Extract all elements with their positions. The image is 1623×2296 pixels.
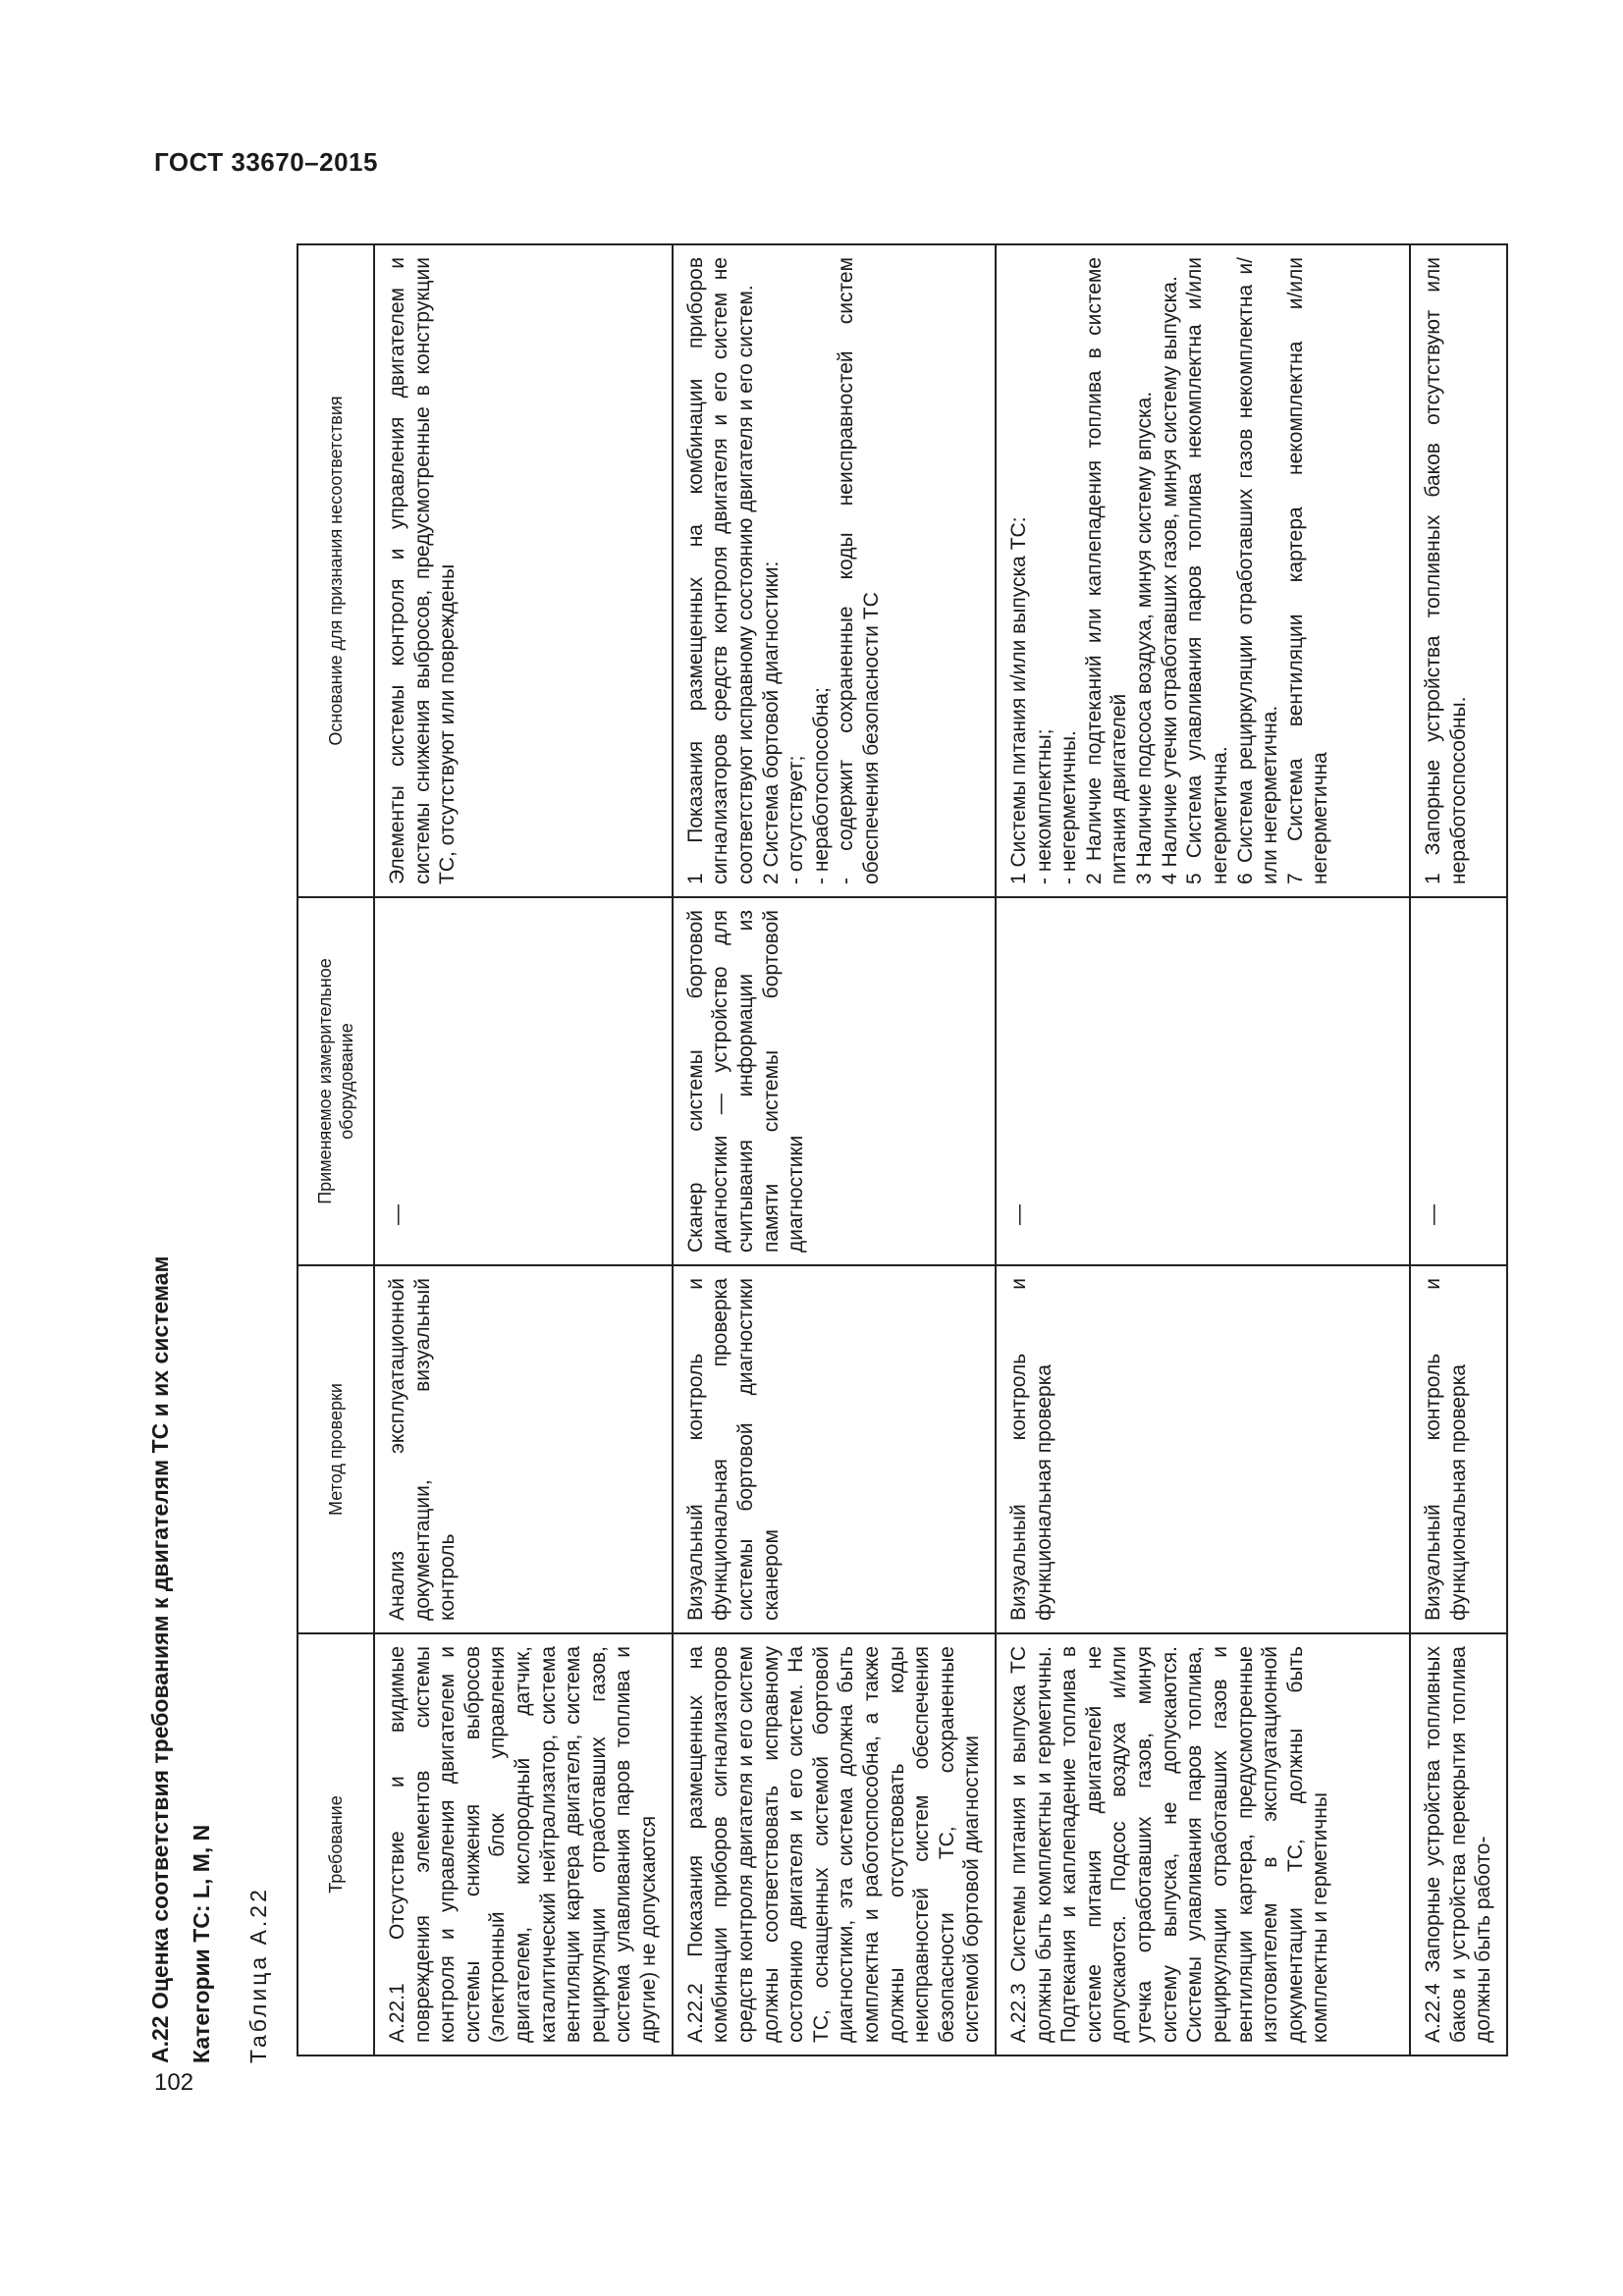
header-method: Метод проверки (298, 1265, 374, 1633)
basis-line: Элементы системы контроля и управления двигателем и системы снижения выбросов, предусмотренные в конструкции ТС, отсутствуют или повреждены (386, 257, 460, 884)
basis-line: 1 Показания размещенных на комбинации приборов сигнализаторов средств контроля двигателя и его систем не соответствуют исправному состоянию двигателя и его систем. (683, 257, 757, 884)
basis-line: 4 Наличие утечки отработавших газов, минуя систему выпуска. (1158, 276, 1181, 884)
method-cell: Визуальный контроль и функциональная проверка (1410, 1265, 1507, 1633)
basis-line: 6 Система рециркуляции отработавших газов некомплектна и/или негерметична. (1233, 257, 1282, 884)
basis-line: 7 Система вентиляции картера некомплектна и/или негерметична (1283, 257, 1332, 884)
method-cell: Визуальный контроль и функциональная проверка системы бортовой диагностики сканером (673, 1265, 996, 1633)
header-basis: Основание для признания несоответствия (298, 244, 374, 897)
table-header-row (298, 244, 374, 2056)
table-row (1410, 244, 1507, 2056)
rotated-content (147, 236, 1495, 2081)
basis-cell (1410, 244, 1507, 897)
method-cell: Анализ эксплуатационной документации, визуальный контроль (374, 1265, 673, 1633)
requirement-cell: А.22.2 Показания размещенных на комбинации приборов сигнализаторов средств контроля двигателя и его систем должны соответствовать исправному состоянию двигателя и его систем. На ТС, оснащенных системой бортовой диагностики, эта система должна быть комплектна и работоспособна, а также должны отсутствовать коды неисправностей систем обеспечения безопасности ТС, сохраненные системой бортовой диагностики (673, 1633, 996, 2056)
basis-line: 2 Наличие подтеканий или каплепадения топлива в системе питания двигателей (1082, 257, 1131, 884)
equipment-cell: Сканер системы бортовой диагностики — устройство для считывания информации из памяти системы бортовой диагностики (673, 897, 996, 1265)
header-requirement: Требование (298, 1633, 374, 2056)
document-code-header: ГОСТ 33670–2015 (154, 147, 378, 177)
equipment-cell: — (374, 897, 673, 1265)
vehicle-categories: Категории ТС: L, M, N (189, 1824, 214, 2063)
header-equipment: Применяемое измерительное оборудование (298, 897, 374, 1265)
basis-line: 5 Система улавливания паров топлива некомплектна и/или негерметична. (1183, 257, 1231, 884)
requirement-cell: А.22.1 Отсутствие и видимые повреждения элементов системы контроля и управления двигателем и системы снижения выбросов (электронный блок управления двигателем, кислородный датчик, каталитический нейтрализатор, система вентиляции картера двигателя, система рециркуляции отработавших газов, система улавливания паров топлива и другие) не допускаются (374, 1633, 673, 2056)
basis-line: 1 Системы питания и/или выпуска ТС: (1007, 516, 1031, 884)
requirement-cell: А.22.4 Запорные устройства топливных баков и устройства перекрытия топлива должны быть работо- (1410, 1633, 1507, 2056)
equipment-cell: — (1410, 897, 1507, 1265)
basis-line: - содержит сохраненные коды неисправностей систем обеспечения безопасности ТС (835, 257, 883, 884)
table-row (996, 244, 1410, 2056)
equipment-cell: — (996, 897, 1410, 1265)
basis-line: - неработоспособна; (809, 687, 833, 884)
basis-cell (673, 244, 996, 897)
requirements-table (297, 243, 1508, 2056)
page-number: 102 (154, 2069, 194, 2096)
table-caption: Таблица А.22 (245, 1887, 271, 2063)
basis-line: 3 Наличие подсоса воздуха, минуя систему впуска. (1133, 391, 1157, 884)
table-row (673, 244, 996, 2056)
basis-line: - негерметичны. (1057, 730, 1081, 884)
basis-line: 1 Запорные устройства топливных баков отсутствуют или неработоспособны. (1422, 257, 1470, 884)
requirement-cell: А.22.3 Системы питания и выпуска ТС должны быть комплектны и герметичны. Подтекания и каплепадение топлива в системе питания двигателей не допускаются. Подсос воздуха и/или утечка отработавших газов, минуя систему выпуска, не допускаются. Системы улавливания паров топлива, рециркуляции отработавших газов и вентиляции картера, предусмотренные изготовителем в эксплуатационной документации ТС, должны быть комплектны и герметичны (996, 1633, 1410, 2056)
basis-cell (374, 244, 673, 897)
section-title: А.22 Оценка соответствия требованиям к двигателям ТС и их системам (147, 1255, 173, 2063)
basis-line: - отсутствует; (784, 755, 808, 884)
basis-line: - некомплектны; (1032, 728, 1055, 884)
method-cell: Визуальный контроль и функциональная проверка (996, 1265, 1410, 1633)
basis-cell (996, 244, 1410, 897)
basis-line: 2 Система бортовой диагностики: (759, 561, 783, 884)
table-row (374, 244, 673, 2056)
